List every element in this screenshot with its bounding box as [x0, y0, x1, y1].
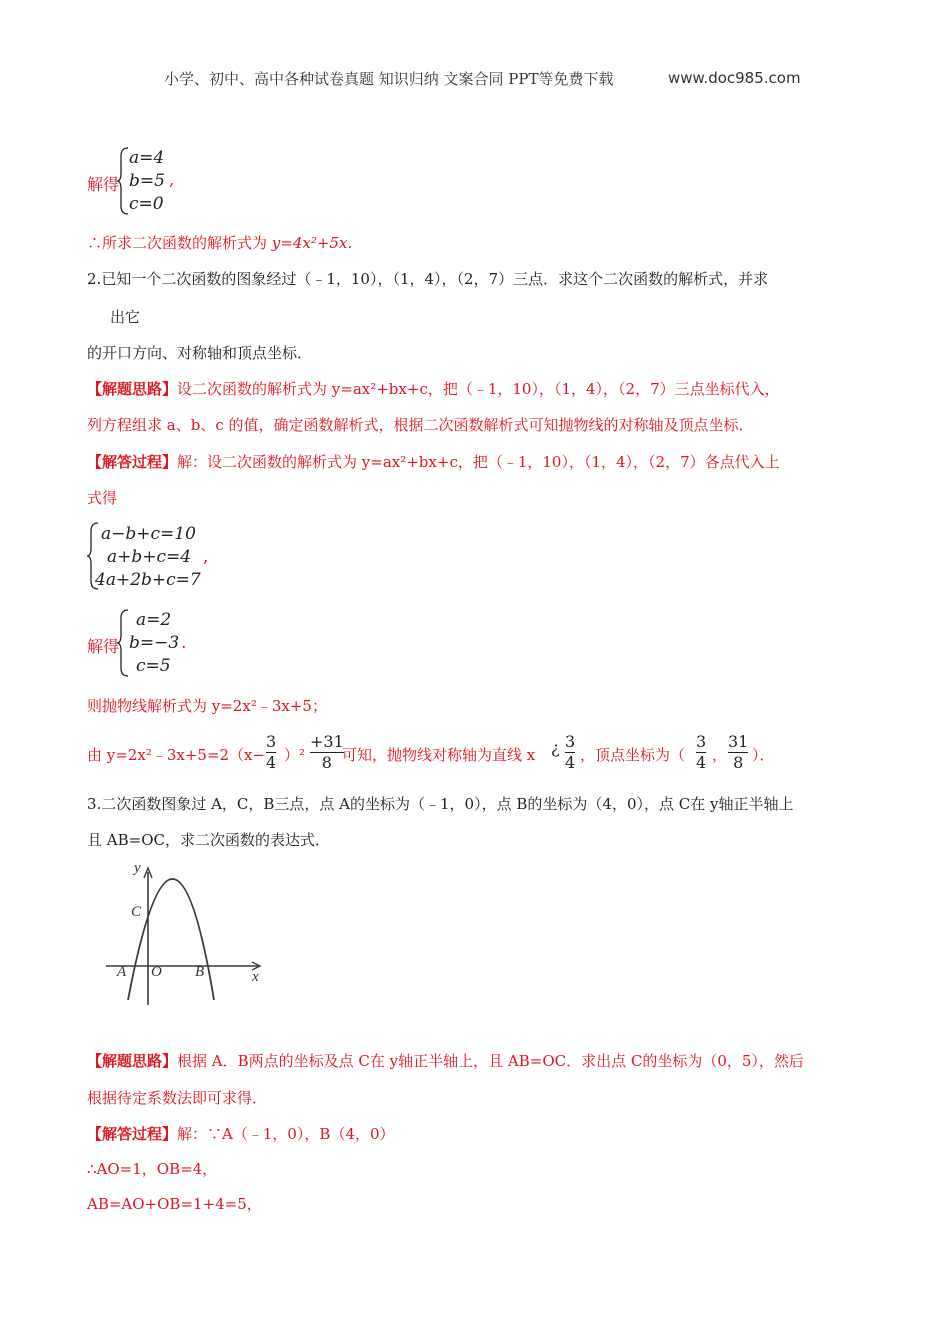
q2-solution-row-2: b=−3: [129, 633, 180, 653]
q2-idea-1: [87, 378, 780, 399]
q3-idea-label: 【解题思路】: [87, 1052, 178, 1070]
label-c: C: [131, 904, 142, 920]
q2-system-row-1: a−b+c=10: [101, 524, 196, 544]
q2-frac-31-8-num: +31: [310, 732, 344, 751]
q3-line-2: ∴AO=1，OB=4，: [87, 1160, 218, 1178]
q2-system-row-3: 4a+2b+c=7: [95, 570, 201, 590]
q2-solution-row-1: a=2: [136, 610, 172, 630]
q2-vertex-sym: ¿: [551, 738, 560, 757]
q1-conclusion-prefix: ∴所求二次函数的解析式为: [87, 234, 272, 252]
q1-conclusion: [87, 232, 352, 253]
q2-frac-31-8: [310, 732, 344, 773]
q2-frac-vx-num: 3: [696, 732, 707, 751]
q3-idea-line-1: 根据 A．B两点的坐标及点 C在 y轴正半轴上，且 AB=OC．求出点 C的坐标为（0，5），然后: [177, 1052, 804, 1070]
q2-process-1: [87, 451, 780, 472]
q2-idea-line-2: 列方程组求 a、b、c 的值，确定函数解析式，根据二次函数解析式可知抛物线的对称轴及顶点坐标．: [87, 416, 754, 434]
q2-idea-label: 【解题思路】: [87, 380, 178, 398]
q1-solve-label: 解得: [87, 175, 120, 194]
q2-frac-3-4-num: 3: [266, 732, 277, 751]
q2-vertex-mid: 可知，抛物线对称轴为直线 x: [342, 746, 536, 764]
q2-system-comma: ,: [203, 547, 209, 567]
q1-conclusion-func: y=4x²+5x.: [271, 234, 353, 252]
q1-sys-row-1: a=4: [129, 148, 165, 168]
label-y: y: [134, 860, 141, 876]
q2-frac-vx-den: 4: [696, 753, 707, 772]
q2-frac-vx: [696, 732, 706, 773]
q2-frac-axis-num: 3: [565, 732, 576, 751]
q2-frac-vy: [728, 732, 748, 773]
q2-text-3: 的开口方向、对称轴和顶点坐标．: [87, 344, 313, 362]
q3-process-1: [87, 1123, 395, 1144]
q2-frac-3-4: [266, 732, 276, 773]
q3-number: 3.: [87, 795, 102, 813]
q2-text-2: 出它: [110, 308, 141, 326]
q3-line-1: [87, 793, 793, 814]
q2-process-line-2: 式得: [87, 489, 118, 507]
q2-frac-vy-num: 31: [728, 732, 749, 751]
q1-sys-row-3: c=0: [129, 194, 164, 214]
q2-system-row-2: a+b+c=4: [107, 547, 192, 567]
q2-frac-3-4-den: 4: [266, 753, 277, 772]
parabola-curve: [128, 879, 214, 1000]
q3-process-line-1: 解：∵A（﹣1，0），B（4，0）: [177, 1125, 395, 1143]
label-a: A: [117, 964, 127, 980]
q2-frac-31-8-den: 8: [321, 753, 332, 772]
q2-idea-line-1: 设二次函数的解析式为 y=ax²+bx+c，把（﹣1，10），（1，4），（2，7）三点坐标代入，: [177, 380, 780, 398]
label-x: x: [252, 969, 259, 985]
q2-vertex-prefix: 由 y=2x²﹣3x+5=2（x−: [87, 746, 266, 764]
q2-process-label: 【解答过程】: [87, 453, 178, 471]
q2-vertex-after: ，顶点坐标为（: [580, 746, 686, 764]
q2-vertex-end: ）．: [752, 746, 775, 764]
q2-vertex-comma: ，: [712, 746, 728, 764]
q3-idea-line-2: 根据待定系数法即可求得．: [87, 1089, 268, 1107]
q2-parabola-line: 则抛物线解析式为 y=2x²﹣3x+5；: [87, 697, 327, 715]
q2-frac-axis-den: 4: [565, 753, 576, 772]
q3-line-3: AB=AO+OB=1+4=5，: [87, 1195, 262, 1213]
q1-brace: [116, 146, 130, 216]
q2-process-line-1: 解：设二次函数的解析式为 y=ax²+bx+c，把（﹣1，10），（1，4），（2，7）各点代入上: [177, 453, 780, 471]
q2-solution-brace: [116, 608, 130, 678]
q2-line-1: [87, 268, 768, 289]
q2-text-1: 已知一个二次函数的图象经过（﹣1，10），（1，4），（2，7）三点．求这个二次函数的解析式，并求: [101, 270, 769, 288]
q2-sup-2: ）²: [284, 746, 306, 764]
q3-text-2: 且 AB=OC，求二次函数的表达式．: [87, 831, 330, 849]
label-o: O: [151, 964, 162, 980]
q3-process-label: 【解答过程】: [87, 1125, 178, 1143]
q2-solution-dot: .: [181, 633, 187, 653]
q2-solution-row-3: c=5: [136, 656, 171, 676]
header-text: 小学、初中、高中各种试卷真题 知识归纳 文案合同 PPT等免费下载: [164, 70, 614, 88]
q2-number: 2.: [87, 270, 102, 288]
q1-sys-comma: ,: [169, 170, 175, 190]
parabola-graph: [100, 850, 270, 1010]
q1-sys-row-2: b=5: [129, 171, 165, 191]
label-b: B: [195, 964, 205, 980]
q3-text-1: 二次函数图象过 A，C，B三点，点 A的坐标为（﹣1，0），点 B的坐标为（4，0），点 C在 y轴正半轴上: [101, 795, 794, 813]
header-url[interactable]: www.doc985.com: [668, 69, 801, 87]
q2-frac-axis: [565, 732, 575, 773]
q2-frac-vy-den: 8: [733, 753, 744, 772]
q2-solve-label: 解得: [87, 637, 120, 656]
q3-idea-1: [87, 1050, 804, 1071]
